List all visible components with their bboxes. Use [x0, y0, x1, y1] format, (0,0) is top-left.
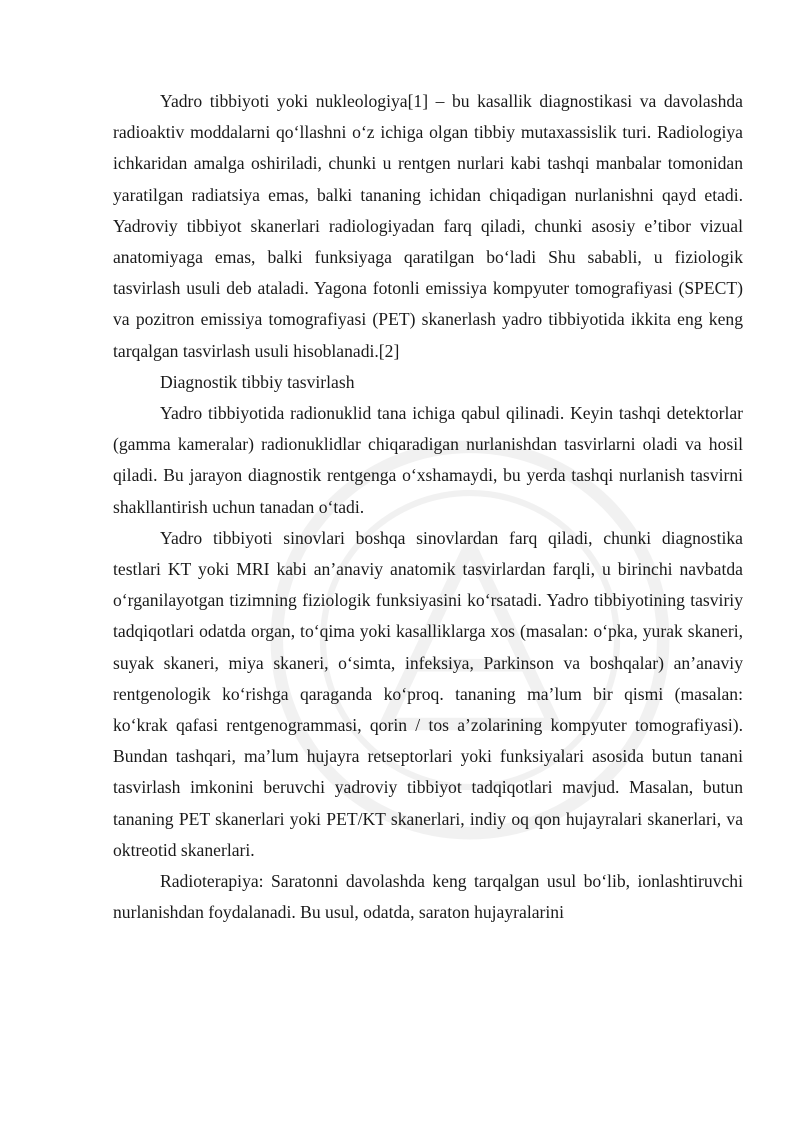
document-body — [113, 86, 743, 928]
paragraph-radiotherapy: Radioterapiya: Saratonni davolashda keng tarqalgan usul bo‘lib, ionlashtiruvchi nurlanishdan foydalanadi. Bu usul, odatda, saraton hujayralarini — [113, 871, 743, 923]
paragraph-radionuclide: Yadro tibbiyotida radionuklid tana ichiga qabul qilinadi. Keyin tashqi detektorlar (gamma kameralar) radionuklidlar chiqaradigan nurlanishdan tasvirlarni oladi va hosil qiladi. Bu jarayon diagnostik rentgenga o‘xshamaydi, bu yerda tashqi nurlanish tasvirni shakllantirish uchun tanadan o‘tadi. — [113, 403, 743, 517]
paragraph-intro: Yadro tibbiyoti yoki nukleologiya[1] – bu kasallik diagnostikasi va davolashda radioaktiv moddalarni qo‘llashni o‘z ichiga olgan tibbiy mutaxassislik turi. Radiologiya ichkaridan amalga oshiriladi, chunki u rentgen nurlari kabi tashqi manbalar tomonidan yaratilgan radiatsiya emas, balki tananing ichidan chiqadigan nurlanishni qayd etadi. Yadroviy tibbiyot skanerlari radiologiyadan farq qiladi, chunki asosiy e’tibor vizual anatomiyaga emas, balki funksiyaga qaratilgan bo‘ladi Shu sababli, u fiziologik tasvirlash usuli deb ataladi. Yagona fotonli emissiya kompyuter tomografiyasi (SPECT) va pozitron emissiya tomografiyasi (PET) skanerlash yadro tibbiyotida ikkita eng keng tarqalgan tasvirlash usuli hisoblanadi.[2] — [113, 91, 743, 361]
section-heading-diagnostic-imaging: Diagnostik tibbiy tasvirlash — [160, 371, 355, 392]
paragraph-nuclear-tests: Yadro tibbiyoti sinovlari boshqa sinovlardan farq qiladi, chunki diagnostika testlari KT yoki MRI kabi an’anaviy anatomik tasvirlardan farqli, u birinchi navbatda o‘rganilayotgan tizimning fiziologik funksiyasini ko‘rsatadi. Yadro tibbiyotining tasviriy tadqiqotlari odatda organ, to‘qima yoki kasalliklarga xos (masalan: o‘pka, yurak skaneri, suyak skaneri, miya skaneri, o‘simta, infeksiya, Parkinson va boshqalar) an’anaviy rentgenologik ko‘rishga qaraganda ko‘proq. tananing ma’lum bir qismi (masalan: ko‘krak qafasi rentgenogrammasi, qorin / tos a’zolarining kompyuter tomografiyasi). Bundan tashqari, ma’lum hujayra retseptorlari yoki funksiyalari asosida butun tanani tasvirlash imkonini beruvchi yadroviy tibbiyot tadqiqotlari mavjud. Masalan, butun tananing PET skanerlari yoki PET/KT skanerlari, indiy oq qon hujayralari skanerlari, va oktreotid skanerlari. — [113, 527, 743, 860]
